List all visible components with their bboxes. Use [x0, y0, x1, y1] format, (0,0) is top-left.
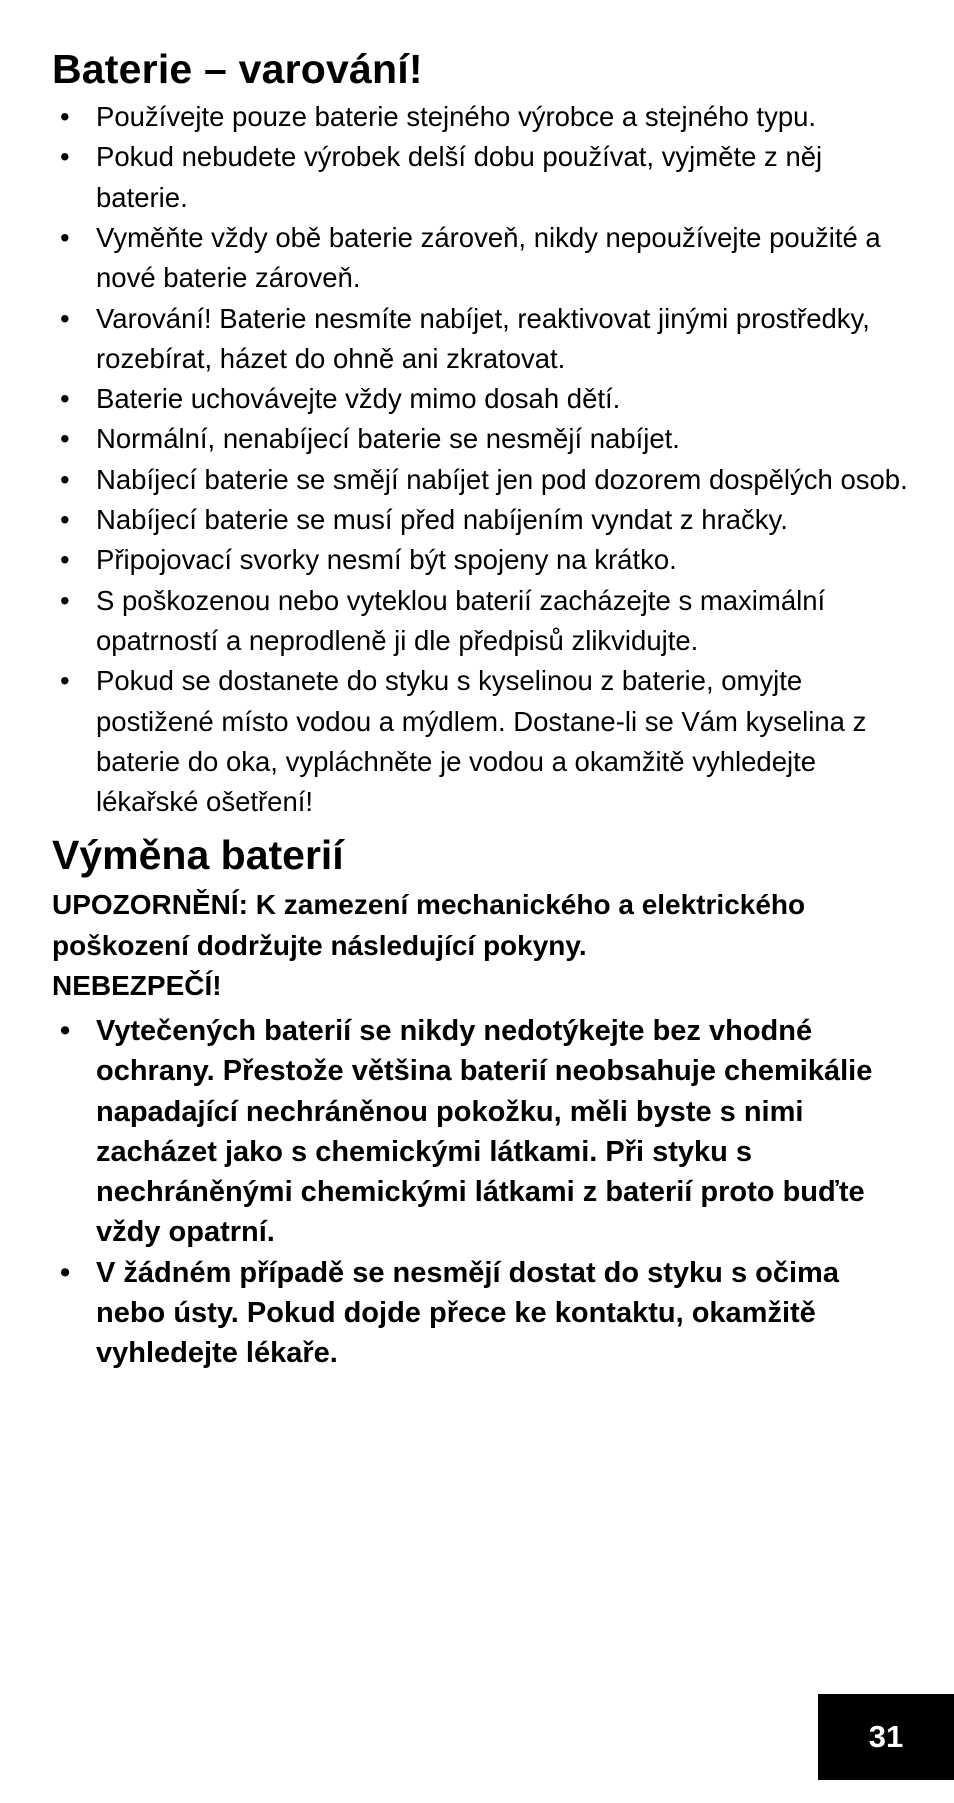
- list-item-text: Vyměňte vždy obě baterie zároveň, nikdy nepoužívejte použité a nové baterie zároveň.: [96, 221, 881, 294]
- list-item: [52, 218, 912, 299]
- list-item: [52, 1253, 912, 1374]
- list-item: [52, 379, 912, 419]
- battery-warning-list: [52, 97, 912, 822]
- list-item-text: Nabíjecí baterie se musí před nabíjením vyndat z hračky.: [96, 504, 788, 536]
- bullet-icon: •: [60, 383, 70, 415]
- danger-list: [52, 1011, 912, 1374]
- list-item: [52, 97, 912, 137]
- page-number-badge: [818, 1694, 954, 1780]
- battery-replacement-heading: Výměna baterií: [52, 832, 344, 879]
- bullet-icon: •: [60, 1256, 71, 1289]
- notice-block: [52, 885, 912, 1007]
- page-content: [52, 48, 912, 1374]
- notice-text: UPOZORNĚNÍ: K zamezení mechanického a elektrického poškození dodržujte následující pokyny.: [52, 889, 806, 961]
- danger-label: NEBEZPEČÍ!: [52, 970, 222, 1002]
- list-item-text: Používejte pouze baterie stejného výrobce a stejného typu.: [96, 101, 817, 133]
- bullet-icon: •: [60, 504, 70, 536]
- list-item-text: Pokud nebudete výrobek delší dobu používat, vyjměte z něj baterie.: [96, 141, 823, 213]
- bullet-icon: •: [60, 463, 70, 495]
- list-item: [52, 299, 912, 380]
- bullet-icon: •: [60, 584, 70, 616]
- list-item-text: S poškozenou nebo vyteklou baterií zacházejte s maximální opatrností a neprodleně ji dle předpisů zlikvidujte.: [96, 584, 826, 656]
- list-item: [52, 661, 912, 822]
- list-item: [52, 137, 912, 218]
- bullet-icon: •: [60, 423, 70, 455]
- list-item-text: Varování! Baterie nesmíte nabíjet, reaktivovat jinými prostředky, rozebírat, házet do ohně ani zkratovat.: [96, 302, 870, 374]
- list-item-text: Nabíjecí baterie se smějí nabíjet jen pod dozorem dospělých osob.: [96, 463, 908, 495]
- bullet-icon: •: [60, 101, 70, 133]
- list-item-text: Připojovací svorky nesmí být spojeny na krátko.: [96, 544, 677, 576]
- bullet-icon: •: [60, 665, 70, 697]
- list-item: [52, 460, 912, 500]
- list-item: [52, 500, 912, 540]
- list-item: [52, 540, 912, 580]
- bullet-icon: •: [60, 1014, 71, 1047]
- bullet-icon: •: [60, 141, 70, 173]
- list-item-text: Baterie uchovávejte vždy mimo dosah dětí.: [96, 383, 621, 415]
- list-item: [52, 581, 912, 662]
- page-number: 31: [868, 1719, 904, 1754]
- list-item-text: Vytečených baterií se nikdy nedotýkejte bez vhodné ochrany. Přestože většina baterií neobsahuje chemikálie napadající nechráněnou pokožku, měli byste s nimi zacházet jako s chemickými látkami. Při styku s nechráněnými chemickými látkami z baterií proto buďte vždy opatrní.: [96, 1014, 873, 1249]
- list-item-text: V žádném případě se nesmějí dostat do styku s očima nebo ústy. Pokud dojde přece ke kontaktu, okamžitě vyhledejte lékaře.: [96, 1256, 839, 1370]
- list-item: [52, 419, 912, 459]
- bullet-icon: •: [60, 221, 70, 253]
- list-item-text: Normální, nenabíjecí baterie se nesmějí nabíjet.: [96, 423, 680, 455]
- battery-warning-heading: Baterie – varování!: [52, 46, 423, 92]
- list-item-text: Pokud se dostanete do styku s kyselinou z baterie, omyjte postižené místo vodou a mýdlem. Dostane-li se Vám kyselina z baterie do oka, vypláchněte je vodou a okamžitě vyhledejte lékařské ošetření!: [96, 665, 867, 818]
- list-item: [52, 1011, 912, 1253]
- bullet-icon: •: [60, 544, 70, 576]
- bullet-icon: •: [60, 302, 70, 334]
